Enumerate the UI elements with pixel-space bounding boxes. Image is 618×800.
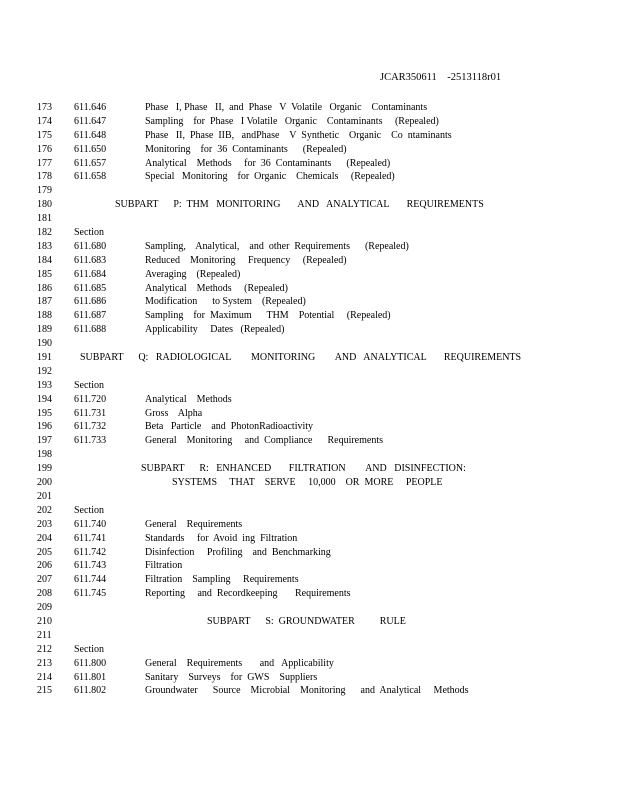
section-title: General Requirements (145, 518, 243, 530)
document-line (0, 684, 618, 698)
subpart-heading: SYSTEMS THAT SERVE 10,000 OR MORE PEOPLE (172, 477, 443, 489)
section-number: 611.646 (74, 102, 107, 113)
line-number: 181 (37, 213, 52, 225)
line-number: 175 (37, 129, 52, 141)
section-title: Analytical Methods for 36 Contaminants (Repealed) (145, 157, 391, 169)
line-number: 183 (37, 240, 52, 252)
document-line (0, 532, 618, 546)
section-column-label: Section (74, 643, 104, 655)
section-title: Disinfection Profiling and Benchmarking (145, 546, 331, 558)
line-number: 179 (37, 185, 52, 197)
document-line (0, 212, 618, 226)
line-number: 193 (37, 379, 52, 391)
section-column-label: Section (74, 504, 104, 516)
section-title: Analytical Methods (145, 393, 232, 405)
document-line (0, 226, 618, 240)
subpart-heading: SUBPART S: GROUNDWATER RULE (207, 615, 406, 627)
line-number: 189 (37, 324, 52, 336)
section-number: 611.740 (74, 518, 107, 530)
document-line (0, 657, 618, 671)
line-number: 199 (37, 463, 52, 475)
line-number: 204 (37, 532, 52, 544)
section-title: Reduced Monitoring Frequency (Repealed) (145, 254, 347, 266)
section-number: 611.733 (74, 435, 107, 447)
line-number: 188 (37, 310, 52, 322)
line-number: 203 (37, 518, 52, 530)
line-number: 196 (37, 421, 52, 433)
section-title: Applicability Dates (Repealed) (145, 324, 285, 336)
section-title: Special Monitoring for Organic Chemicals (Repealed) (145, 171, 395, 183)
section-column-label: Section (74, 227, 104, 239)
document-line (0, 337, 618, 351)
document-line (0, 407, 618, 421)
section-title: Gross Alpha (145, 407, 203, 419)
document-line (0, 615, 618, 629)
section-title: Reporting and Recordkeeping Requirements (145, 588, 351, 600)
document-line (0, 546, 618, 560)
line-number: 177 (37, 157, 52, 169)
line-number: 186 (37, 282, 52, 294)
section-title: Groundwater Source Microbial Monitoring and Analytical Methods (145, 685, 469, 697)
document-line (0, 351, 618, 365)
section-number: 611.731 (74, 407, 107, 419)
section-title: Phase I, Phase II, and Phase V Volatile Organic Contaminants (145, 102, 428, 113)
document-line (0, 295, 618, 309)
document-line (0, 601, 618, 615)
line-number: 190 (37, 338, 52, 350)
line-number: 174 (37, 115, 52, 127)
section-number: 611.742 (74, 546, 107, 558)
section-number: 611.657 (74, 157, 107, 169)
document-line (0, 559, 618, 573)
line-number: 214 (37, 671, 52, 683)
line-number: 210 (37, 615, 52, 627)
line-number: 213 (37, 657, 52, 669)
document-line (0, 504, 618, 518)
section-title: Standards for Avoid ing Filtration (145, 532, 298, 544)
section-title: Monitoring for 36 Contaminants (Repealed) (145, 143, 347, 155)
line-number: 176 (37, 143, 52, 155)
section-title: Sampling, Analytical, and other Requirements (Repealed) (145, 240, 409, 252)
line-number: 215 (37, 685, 52, 697)
section-number: 611.647 (74, 115, 107, 127)
document-line (0, 240, 618, 254)
line-number: 212 (37, 643, 52, 655)
document-line (0, 268, 618, 282)
document-line (0, 379, 618, 393)
section-title: Phase II, Phase IIB, andPhase V Synthetic Organic Co ntaminants (145, 129, 452, 141)
section-number: 611.650 (74, 143, 107, 155)
line-number: 191 (37, 352, 52, 364)
section-title: General Monitoring and Compliance Requirements (145, 435, 384, 447)
document-line (0, 170, 618, 184)
document-line (0, 184, 618, 198)
section-number: 611.688 (74, 324, 107, 336)
section-title: General Requirements and Applicability (145, 657, 334, 669)
document-line (0, 643, 618, 657)
section-title: Sampling for Maximum THM Potential (Repealed) (145, 310, 391, 322)
document-line (0, 448, 618, 462)
line-number: 178 (37, 171, 52, 183)
line-number: 202 (37, 504, 52, 516)
subpart-heading: SUBPART Q: RADIOLOGICAL MONITORING AND ANALYTICAL REQUIREMENTS (80, 352, 522, 364)
document-line (0, 323, 618, 337)
section-title: Averaging (Repealed) (145, 268, 241, 280)
section-number: 611.743 (74, 560, 107, 572)
section-title: Analytical Methods (Repealed) (145, 282, 289, 294)
line-number: 207 (37, 574, 52, 586)
line-number: 173 (37, 102, 52, 113)
line-number: 195 (37, 407, 52, 419)
line-number: 211 (37, 629, 52, 641)
section-title: Sanitary Surveys for GWS Suppliers (145, 671, 318, 683)
line-number: 194 (37, 393, 52, 405)
document-line (0, 476, 618, 490)
section-title: Filtration Sampling Requirements (145, 574, 299, 586)
section-number: 611.802 (74, 685, 107, 697)
section-number: 611.680 (74, 240, 107, 252)
document-line (0, 393, 618, 407)
document-line (0, 143, 618, 157)
document-line (0, 309, 618, 323)
document-line (0, 587, 618, 601)
line-number: 180 (37, 199, 52, 211)
document-line (0, 434, 618, 448)
document-body (0, 101, 618, 698)
line-number: 184 (37, 254, 52, 266)
line-number: 208 (37, 588, 52, 600)
document-line (0, 198, 618, 212)
section-number: 611.685 (74, 282, 107, 294)
section-number: 611.800 (74, 657, 107, 669)
document-line (0, 282, 618, 296)
section-number: 611.744 (74, 574, 107, 586)
document-line (0, 129, 618, 143)
line-number: 187 (37, 296, 52, 308)
section-title: Filtration (145, 560, 183, 572)
document-line (0, 365, 618, 379)
document-line (0, 462, 618, 476)
document-line (0, 101, 618, 115)
document-line (0, 518, 618, 532)
line-number: 182 (37, 227, 52, 239)
subpart-heading: SUBPART P: THM MONITORING AND ANALYTICAL REQUIREMENTS (115, 199, 484, 211)
line-number: 197 (37, 435, 52, 447)
line-number: 200 (37, 477, 52, 489)
section-column-label: Section (74, 379, 104, 391)
document-line (0, 420, 618, 434)
document-line (0, 629, 618, 643)
document-header-id: JCAR350611 -2513118r01 (380, 72, 502, 83)
section-number: 611.687 (74, 310, 107, 322)
subpart-heading: SUBPART R: ENHANCED FILTRATION AND DISINFECTION: (141, 463, 466, 475)
line-number: 201 (37, 490, 52, 502)
section-number: 611.658 (74, 171, 107, 183)
document-line (0, 671, 618, 685)
line-number: 198 (37, 449, 52, 461)
section-number: 611.801 (74, 671, 107, 683)
section-number: 611.732 (74, 421, 107, 433)
line-number: 192 (37, 365, 52, 377)
line-number: 185 (37, 268, 52, 280)
section-number: 611.648 (74, 129, 107, 141)
section-title: Sampling for Phase I Volatile Organic Contaminants (Repealed) (145, 115, 439, 127)
line-number: 205 (37, 546, 52, 558)
section-number: 611.683 (74, 254, 107, 266)
section-number: 611.720 (74, 393, 107, 405)
document-line (0, 573, 618, 587)
document-line (0, 490, 618, 504)
section-number: 611.741 (74, 532, 107, 544)
section-title: Modification to System (Repealed) (145, 296, 306, 308)
section-number: 611.684 (74, 268, 107, 280)
section-number: 611.745 (74, 588, 107, 600)
document-line (0, 254, 618, 268)
line-number: 209 (37, 602, 52, 614)
section-title: Beta Particle and PhotonRadioactivity (145, 421, 314, 433)
section-number: 611.686 (74, 296, 107, 308)
document-line (0, 157, 618, 171)
line-number: 206 (37, 560, 52, 572)
document-line (0, 115, 618, 129)
